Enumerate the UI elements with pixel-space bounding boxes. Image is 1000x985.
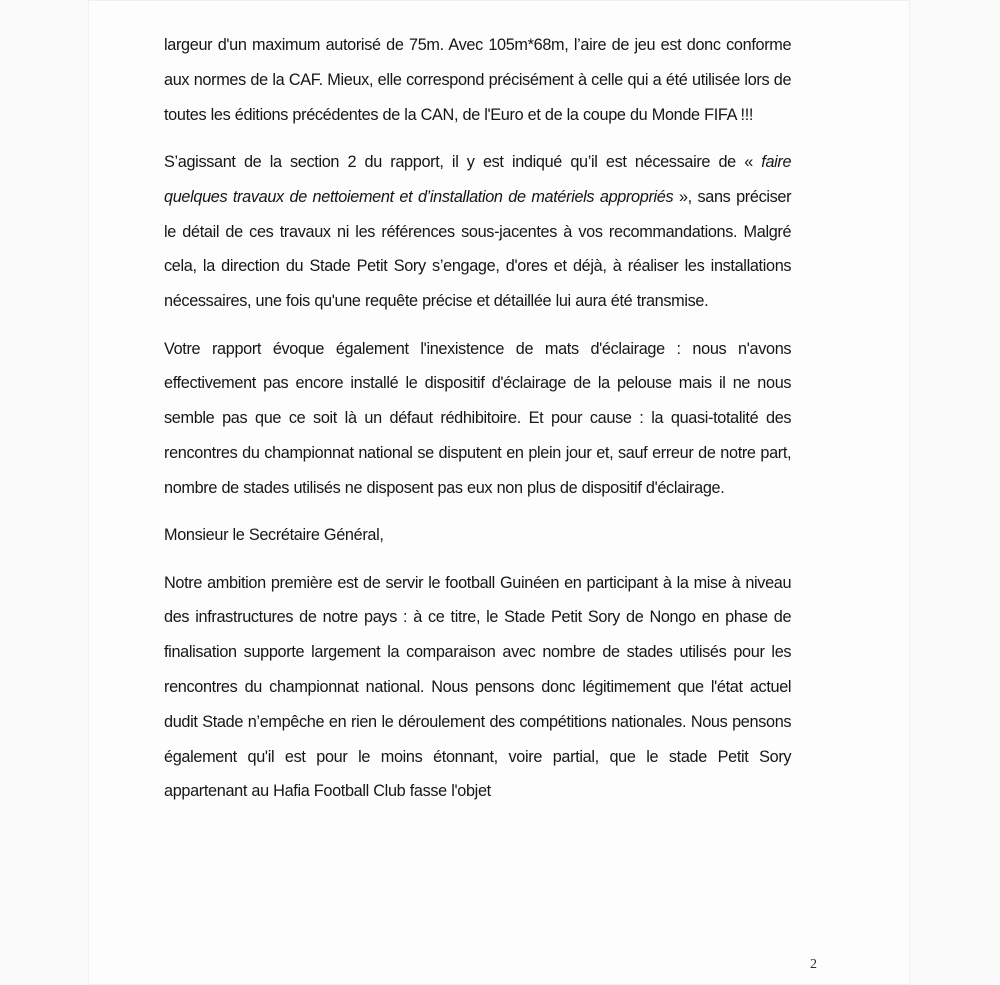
paragraph-section-2-rest: », sans préciser le détail de ces travaux ni les références sous-jacentes à vos recommandations. Malgré cela, la direction du Stade Petit Sory s’engage, d'ores et déjà, à réaliser les installations nécessaires, une fois qu'une requête précise et détaillée lui aura été transmise. [164,186,792,311]
paragraph-section-2 [164,145,791,319]
letter-body [164,28,791,822]
paragraph-ambition: Notre ambition première est de servir le football Guinéen en participant à la mise à niveau des infrastructures de notre pays : à ce titre, le Stade Petit Sory de Nongo en phase de finalisation supporte largement la comparaison avec nombre de stades utilisés pour les rencontres du championnat national. Nous pensons donc légitimement que l'état actuel dudit Stade n’empêche en rien le déroulement des compétitions nationales. Nous pensons également qu'il est pour le moins étonnant, voire partial, que le stade Petit Sory appartenant au Hafia Football Club fasse l'objet [164,572,792,801]
quoted-recommendation: faire quelques travaux de nettoiement et d’installation de matériels appropriés [164,151,792,206]
paragraph-field-dimensions: largeur d'un maximum autorisé de 75m. Avec 105m*68m, l’aire de jeu est donc conforme aux normes de la CAF. Mieux, elle correspond précisément à celle qui a été utilisée lors de toutes les éditions précédentes de la CAN, de l'Euro et de la coupe du Monde FIFA !!! [164,35,792,124]
page-number: 2 [810,957,817,972]
paragraph-lighting: Votre rapport évoque également l'inexistence de mats d'éclairage : nous n'avons effectivement pas encore installé le dispositif d'éclairage de la pelouse mais il ne nous semble pas que ce soit là un défaut rédhibitoire. Et pour cause : la quasi-totalité des rencontres du championnat national se disputent en plein jour et, sauf erreur de notre part, nombre de stades utilisés ne disposent pas eux non plus de dispositif d'éclairage. [164,338,792,497]
salutation: Monsieur le Secrétaire Général, [164,525,384,545]
paragraph-section-2-lead: S’agissant de la section 2 du rapport, il y est indiqué qu’il est nécessaire de « [164,151,762,171]
